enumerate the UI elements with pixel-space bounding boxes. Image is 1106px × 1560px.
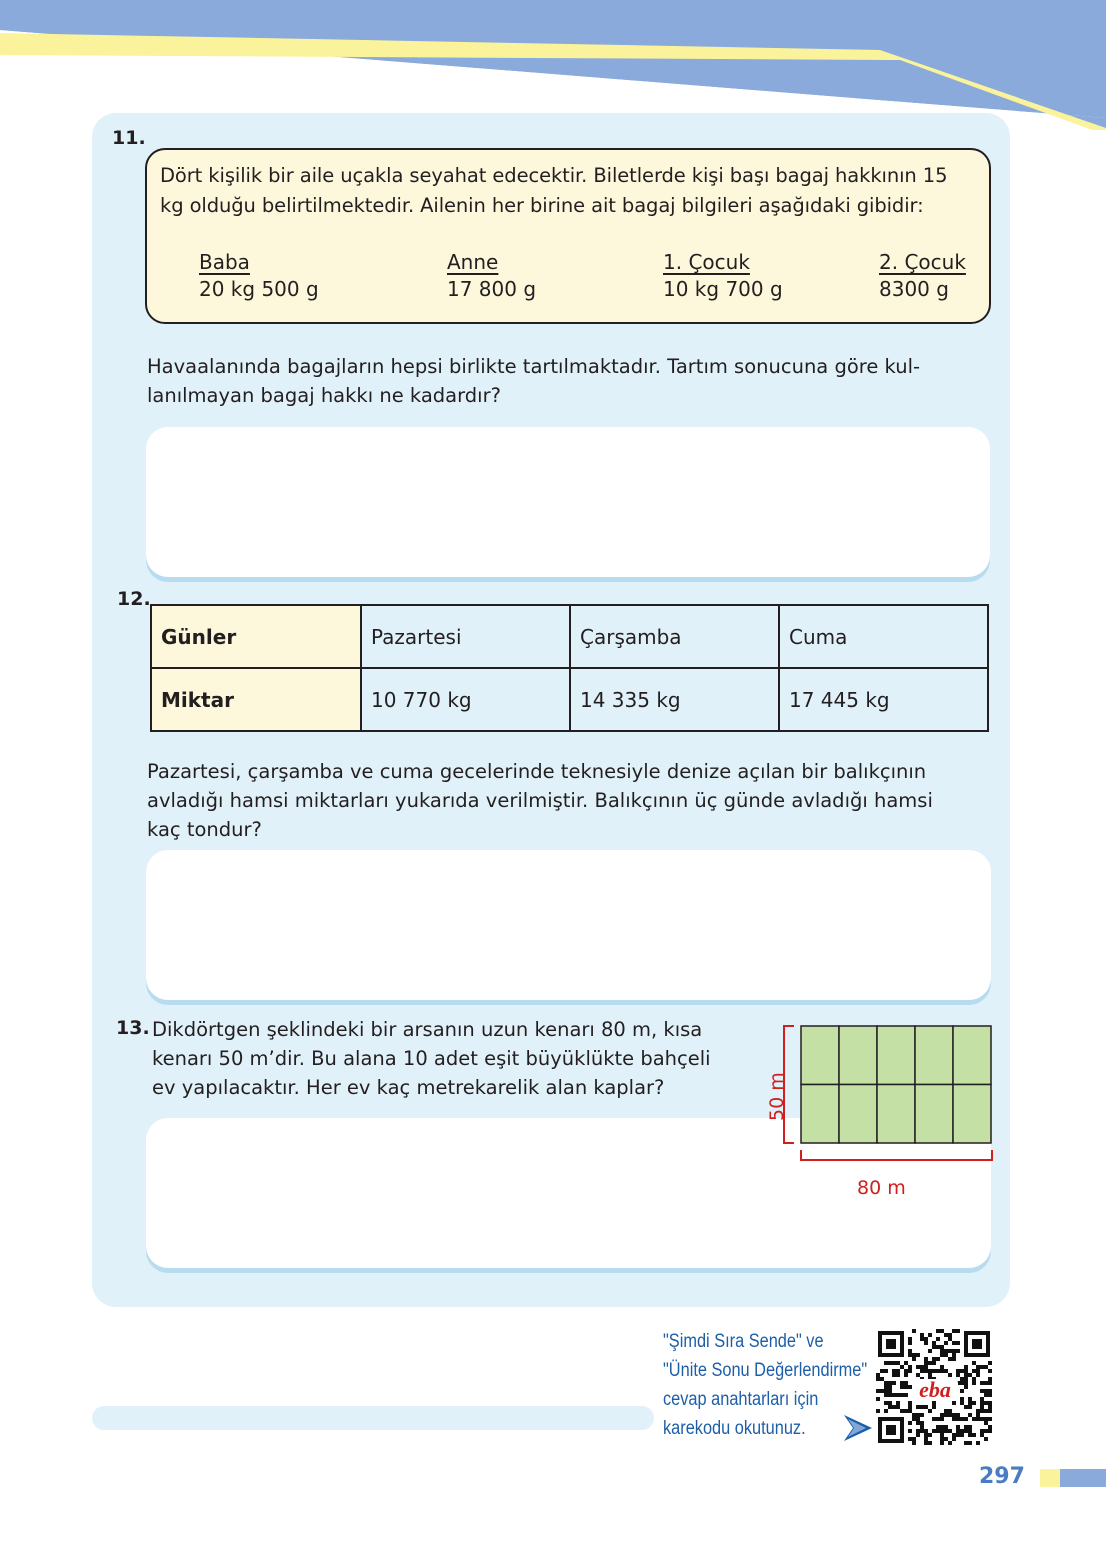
house-plot-cell [953, 1085, 991, 1144]
baggage-member-child-2 [879, 250, 966, 301]
eba-logo: eba [919, 1377, 951, 1402]
table-cell: Çarşamba [570, 605, 779, 668]
fish-amount-table [150, 604, 989, 732]
house-plot-cell [915, 1085, 953, 1144]
baggage-member-anne [447, 250, 536, 301]
table-cell: 14 335 kg [570, 668, 779, 731]
member-label: Baba [199, 250, 250, 274]
house-plot-cell [915, 1026, 953, 1085]
member-value: 17 800 g [447, 277, 537, 301]
house-plot-cell [953, 1026, 991, 1085]
house-plot-cell [839, 1026, 877, 1085]
table-cell: Pazartesi [361, 605, 570, 668]
answer-box-12[interactable] [146, 850, 991, 1000]
land-plot-diagram [770, 1020, 1000, 1170]
member-value: 20 kg 500 g [199, 277, 319, 301]
member-value: 8300 g [879, 277, 949, 301]
width-label: 80 m [857, 1177, 906, 1199]
height-label: 50 m [766, 1072, 788, 1121]
house-plot-cell [877, 1085, 915, 1144]
baggage-member-child-1 [663, 250, 783, 301]
table-cell: 10 770 kg [361, 668, 570, 731]
member-value: 10 kg 700 g [663, 277, 783, 301]
table-header-cell: Miktar [151, 668, 361, 731]
house-plot-cell [801, 1085, 839, 1144]
qr-code-icon[interactable] [876, 1329, 992, 1445]
header-banner [0, 0, 1106, 130]
table-header-cell: Günler [151, 605, 361, 668]
answer-box-11[interactable] [146, 427, 990, 577]
question-13-number: 13. [116, 1017, 150, 1039]
page-number: 297 [979, 1464, 1025, 1489]
arrow-right-icon [842, 1413, 874, 1443]
question-11-text: Havaalanında bagajların hepsi birlikte tartılmaktadır. Tartım sonucuna göre kul- lanılmayan bagaj hakkı ne kadardır? [147, 355, 921, 407]
question-12-number: 12. [117, 588, 151, 610]
member-label: 1. Çocuk [663, 250, 750, 274]
house-plot-cell [801, 1026, 839, 1085]
table-cell: Cuma [779, 605, 988, 668]
question-11-number: 11. [112, 127, 146, 149]
baggage-info-text: Dört kişilik bir aile uçakla seyahat edecektir. Biletlerde kişi başı bagaj hakkının 15 kg olduğu belirtilmektedir. Ailenin her birine ait bagaj bilgileri aşağıdaki gibidir: [160, 164, 948, 217]
qr-instructions: "Şimdi Sıra Sende" ve "Ünite Sonu Değerlendirme" cevap anahtarları için karekodu okutunuz. [663, 1331, 868, 1439]
page-tab-yellow [1040, 1469, 1060, 1487]
page-tab-blue [1060, 1469, 1106, 1487]
house-plot-cell [877, 1026, 915, 1085]
member-label: 2. Çocuk [879, 250, 966, 274]
plot-grid [801, 1026, 991, 1143]
question-13-text: Dikdörtgen şeklindeki bir arsanın uzun kenarı 80 m, kısa kenarı 50 m’dir. Bu alana 10 adet eşit büyüklükte bahçeli ev yapılacaktır. Her ev kaç metrekarelik alan kaplar? [152, 1018, 711, 1099]
table-row [151, 605, 988, 668]
table-row [151, 668, 988, 731]
member-label: Anne [447, 250, 499, 274]
width-dimension-bracket [801, 1150, 992, 1160]
house-plot-cell [839, 1085, 877, 1144]
table-cell: 17 445 kg [779, 668, 988, 731]
footer-bar [92, 1406, 654, 1430]
question-12-text: Pazartesi, çarşamba ve cuma gecelerinde teknesiyle denize açılan bir balıkçının avladığı hamsi miktarları yukarıda verilmiştir. Balıkçının üç günde avladığı hamsi kaç tondur? [147, 760, 933, 841]
baggage-member-baba [199, 250, 319, 301]
